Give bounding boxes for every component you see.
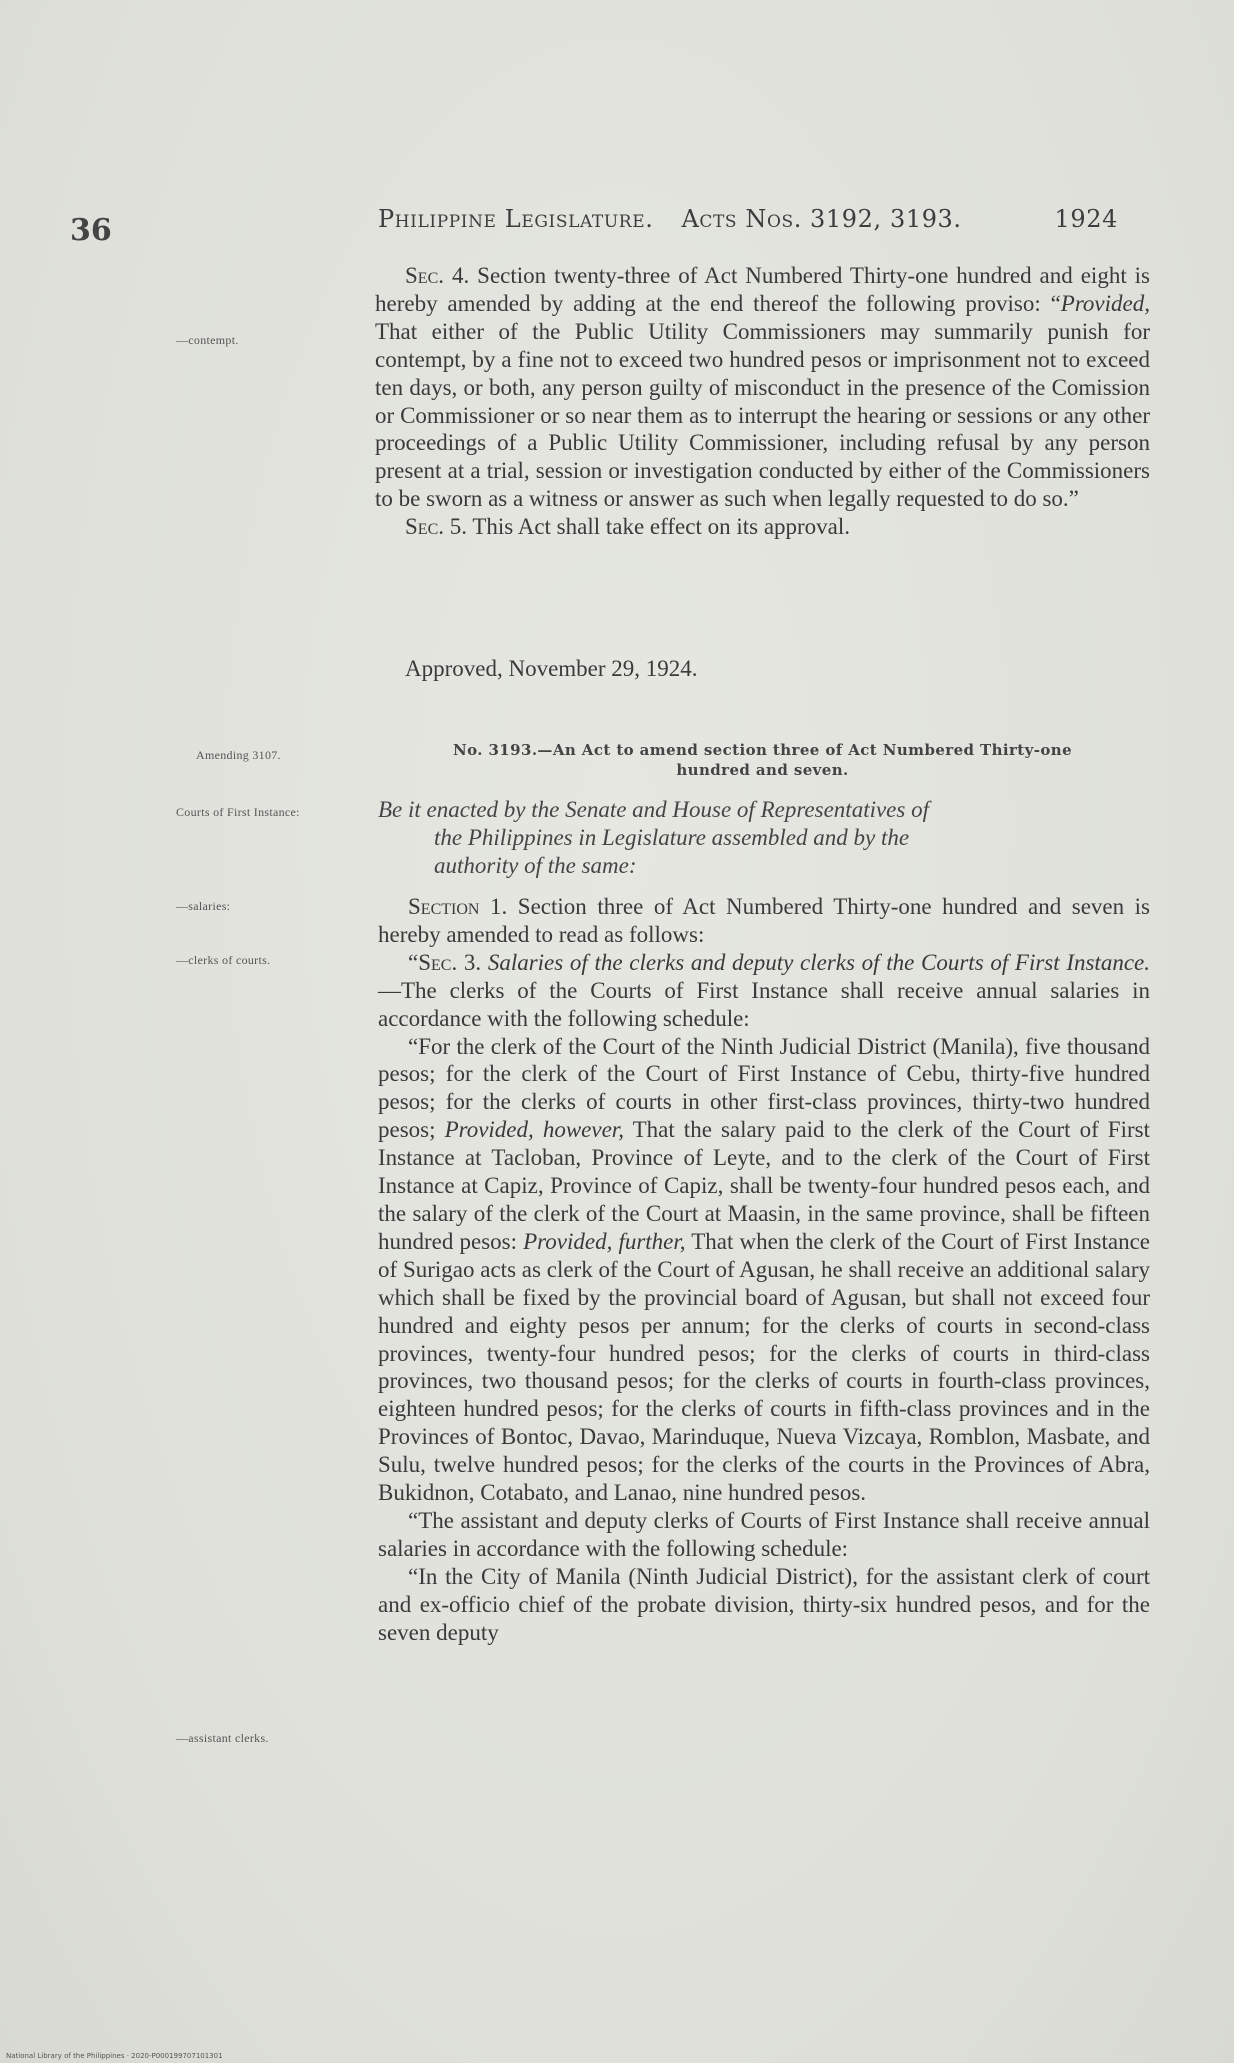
section1-label: Section 1.	[408, 894, 508, 919]
schedule-part-2: That the salary paid to the clerk of the Court of First Instance at Tacloban, Province of Leyte, and to the clerk of the Court of First Instance at Capiz, Province of Capiz, shall be twenty-four hundred pesos each, and the salary of the clerk of the Court at Maasin, in the same province, shall be fifteen hundred pesos:	[378, 1117, 1150, 1254]
running-head-acts: Acts Nos.	[681, 205, 803, 233]
assistant-paragraph: “The assistant and deputy clerks of Courts of First Instance shall receive annual salaries in accordance with the following schedule:	[378, 1507, 1150, 1561]
section-1-block	[378, 893, 1150, 1646]
running-head-act-numbers: 3192, 3193.	[810, 205, 962, 233]
sec4-provided: Provided,	[1060, 290, 1150, 316]
page-number: 36	[70, 213, 112, 248]
sec5-text: This Act shall take effect on its approval.	[472, 514, 851, 540]
sec3-label: “Sec. 3.	[408, 949, 482, 975]
sec4-text-1: Section twenty-three of Act Numbered Thirty-one hundred and eight is hereby amended by adding at the end thereof the following proviso: “	[375, 263, 1151, 316]
manila-paragraph: “In the City of Manila (Ninth Judicial District), for the assistant clerk of court and ex-officio chief of the probate division, thirty-six hundred pesos, and for the seven deputy	[378, 1563, 1150, 1645]
margin-note-amending: Amending 3107.	[196, 748, 281, 762]
schedule-provided-however: Provided, however,	[444, 1117, 624, 1143]
sec5-label: Sec. 5.	[405, 514, 467, 540]
section1-text: Section three of Act Numbered Thirty-one hundred and seven is hereby amended to read as follows:	[378, 894, 1151, 947]
section-4	[375, 262, 1150, 541]
act-title-line-1: No. 3193.—An Act to amend section three of Act Numbered Thirty-one	[452, 741, 1073, 759]
sec3-heading: Salaries of the clerks and deputy clerks of the Courts of First Instance.	[487, 949, 1150, 975]
schedule-paragraph	[378, 1033, 1150, 1507]
sec3-text: —The clerks of the Courts of First Instance shall receive annual salaries in accordance with the following schedule:	[378, 977, 1150, 1031]
approved-date: Approved, November 29, 1924.	[405, 656, 698, 681]
enacting-line-2: the Philippines in Legislature assembled and by the	[434, 825, 910, 850]
schedule-part-1: “For the clerk of the Court of the Ninth Judicial District (Manila), five thousand pesos; for the clerk of the Court of First Instance of Cebu, thirty-five hundred pesos; for the clerks of courts in other first-class provinces, thirty-two hundred pesos;	[378, 1033, 1150, 1143]
sec4-text-2: That either of the Public Utility Commissioners may summarily punish for contempt, by a fine not to exceed two hundred pesos or imprisonment not to exceed ten days, or both, any person guilty of misconduct in the presence of the Comission or Commissioner or so near them as to interrupt the hearing or sessions or any other proceedings of a Public Utility Commissioner, including refusal by any person present at a trial, session or investigation conducted by either of the Commissioners to be sworn as a witness or answer as such when legally requested to do so.”	[375, 318, 1150, 512]
scan-footer: National Library of the Philippines · 2020-P000199707101301	[6, 2052, 223, 2060]
enacting-line-1: Be it enacted by the Senate and House of Representatives of	[378, 797, 929, 822]
margin-note-salaries: —salaries:	[176, 899, 231, 913]
schedule-part-3: That when the clerk of the Court of First Instance of Surigao acts as clerk of the Court of Agusan, he shall receive an additional salary which shall be fixed by the provincial board of Agusan, but shall not exceed four hundred and eighty pesos per annum; for the clerks of courts in second-class provinces, twenty-four hundred pesos; for the clerks of courts in third-class provinces, two thousand pesos; for the clerks of courts in fourth-class provinces, eighteen hundred pesos; for the clerks of courts in fifth-class provinces and in the Provinces of Bontoc, Davao, Marinduque, Nueva Vizcaya, Romblon, Masbate, and Sulu, twelve hundred pesos; for the clerks of the courts in the Provinces of Abra, Bukidnon, Cotabato, and Lanao, nine hundred pesos.	[378, 1228, 1151, 1506]
margin-note-contempt: —contempt.	[176, 333, 239, 347]
margin-note-clerks: —clerks of courts.	[176, 953, 271, 967]
running-head-year: 1924	[1054, 205, 1118, 233]
enacting-line-3: authority of the same:	[434, 853, 637, 878]
margin-note-assistant: —assistant clerks.	[176, 1731, 269, 1745]
running-head-legislature: Philippine Legislature.	[378, 205, 654, 233]
margin-note-courts: Courts of First Instance:	[176, 805, 300, 819]
running-head	[378, 205, 1118, 233]
schedule-provided-further: Provided, further,	[523, 1228, 686, 1254]
act-title-line-2: hundred and seven.	[676, 761, 849, 779]
sec4-label: Sec. 4.	[405, 263, 470, 288]
